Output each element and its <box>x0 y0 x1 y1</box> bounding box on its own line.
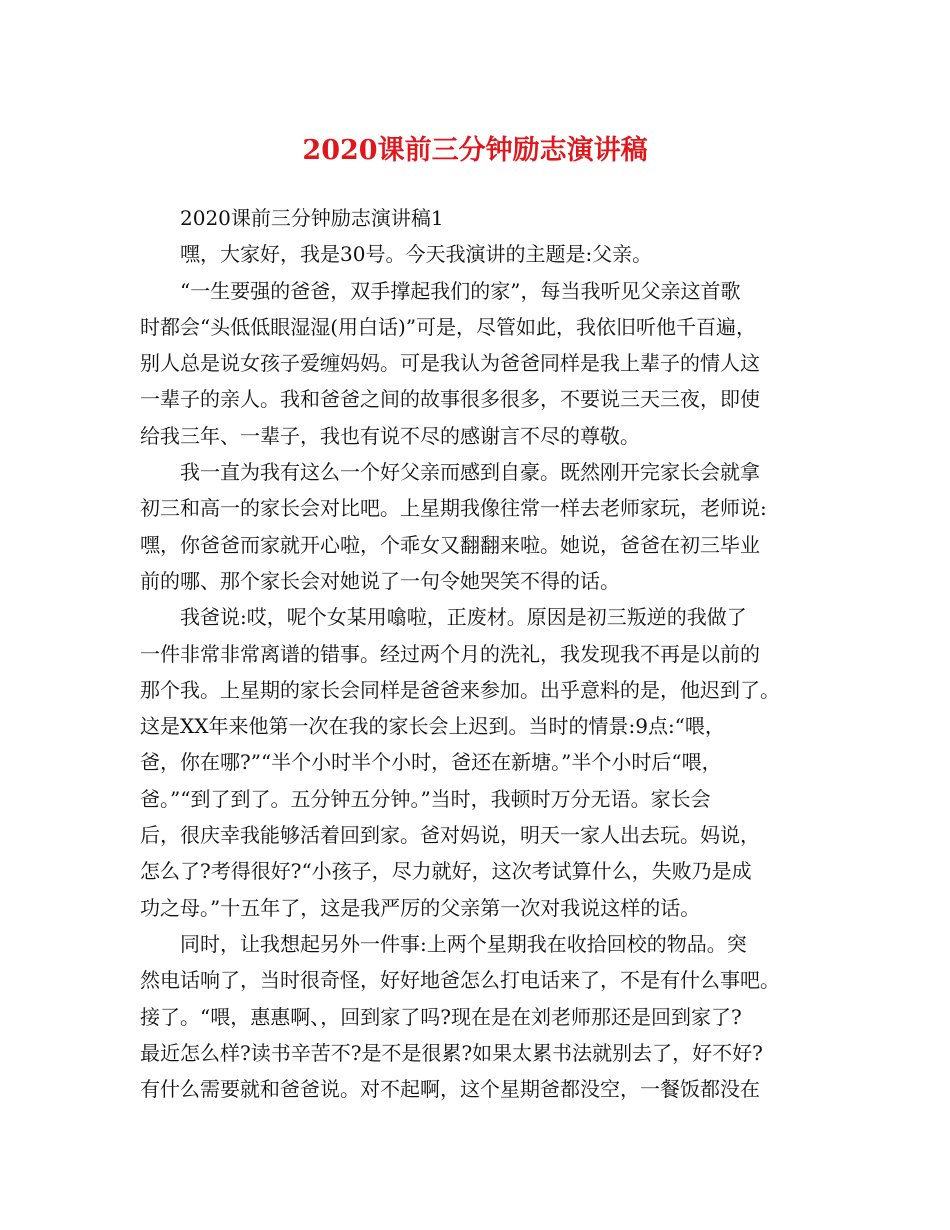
section-heading: 2020课前三分钟励志演讲稿1 <box>180 206 444 230</box>
paragraph-line: 给我三年、一辈子，我也有说不尽的感谢言不尽的尊敬。 <box>140 423 640 448</box>
document-title: 2020课前三分钟励志演讲稿 <box>302 135 648 166</box>
paragraph-line: 我一直为我有这么一个好父亲而感到自豪。既然刚开完家长会就拿 <box>180 460 760 485</box>
paragraph-line: 有什么需要就和爸爸说。对不起啊，这个星期爸都没空，一餐饭都没在 <box>140 1077 760 1102</box>
paragraph-line: 嘿，你爸爸而家就开心啦，个乖女又翻翻来啦。她说，爸爸在初三毕业 <box>140 532 760 557</box>
paragraph-line: 那个我。上星期的家长会同样是爸爸来参加。出乎意料的是，他迟到了。 <box>140 677 780 702</box>
paragraph-line: “一生要强的爸爸，双手撑起我们的家”，每当我听见父亲这首歌 <box>180 278 741 303</box>
paragraph-line: 功之母。”十五年了，这是我严厉的父亲第一次对我说这样的话。 <box>140 895 701 920</box>
document-body <box>140 200 816 1107</box>
paragraph-line: 一辈子的亲人。我和爸爸之间的故事很多很多，不要说三天三夜，即使 <box>140 387 760 412</box>
paragraph-line: 爸。”“到了到了。五分钟五分钟。”当时，我顿时万分无语。家长会 <box>140 786 711 811</box>
paragraph-line: 怎么了?考得很好?“小孩子，尽力就好，这次考试算什么，失败乃是成 <box>140 859 752 884</box>
paragraph-line: 嘿，大家好，我是30号。今天我演讲的主题是:父亲。 <box>180 242 653 267</box>
paragraph-line: 一件非常非常离谱的错事。经过两个月的洗礼，我发现我不再是以前的 <box>140 641 760 666</box>
paragraph-line: 后，很庆幸我能够活着回到家。爸对妈说，明天一家人出去玩。妈说， <box>140 823 760 848</box>
paragraph-line: 同时，让我想起另外一件事:上两个星期我在收拾回校的物品。突 <box>180 931 747 956</box>
paragraph-line: 我爸说:哎，呢个女某用噏啦，正废材。原因是初三叛逆的我做了 <box>180 605 747 630</box>
paragraph-line: 前的哪、那个家长会对她说了一句令她哭笑不得的话。 <box>140 568 620 593</box>
paragraph-line: 然电话响了，当时很奇怪，好好地爸怎么打电话来了，不是有什么事吧。 <box>140 968 780 993</box>
paragraph-line: 接了。“喂，惠惠啊、，回到家了吗?现在是在刘老师那还是回到家了? <box>140 1004 742 1029</box>
paragraph-line: 初三和高一的家长会对比吧。上星期我像往常一样去老师家玩，老师说: <box>140 496 767 521</box>
paragraph-line: 这是XX年来他第一次在我的家长会上迟到。当时的情景:9点:“喂， <box>140 714 725 739</box>
paragraph-line: 爸，你在哪?”“半个小时半个小时，爸还在新塘。”半个小时后“喂， <box>140 750 722 775</box>
paragraph-line: 最近怎么样?读书辛苦不?是不是很累?如果太累书法就别去了，好不好? <box>140 1040 763 1065</box>
paragraph-line: 时都会“头低低眼湿湿(用白话)”可是，尽管如此，我依旧听他千百遍， <box>140 314 757 339</box>
paragraph-line: 别人总是说女孩子爱缠妈妈。可是我认为爸爸同样是我上辈子的情人这 <box>140 351 760 376</box>
